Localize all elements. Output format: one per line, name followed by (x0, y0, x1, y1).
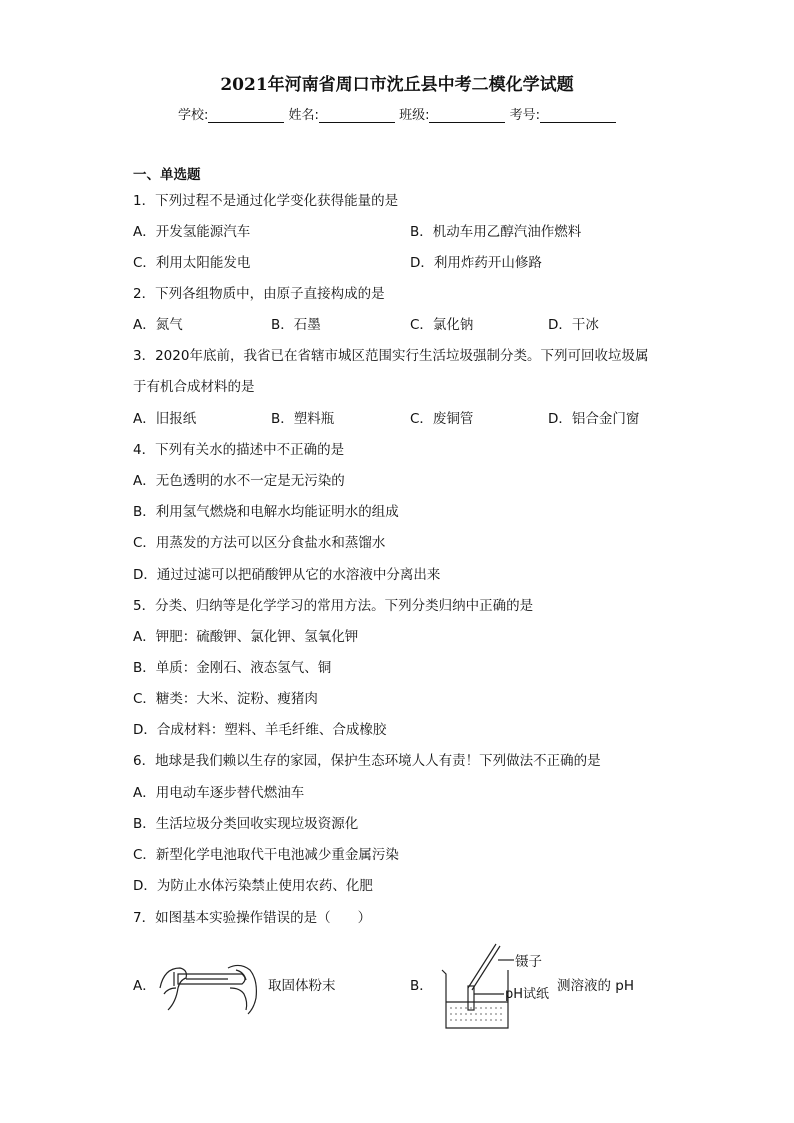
question-1-option-b[interactable]: B．机动车用乙醇汽油作燃料 (410, 224, 582, 240)
question-1-option-a[interactable]: A．开发氢能源汽车 (133, 224, 251, 240)
figure-a-caption: 取固体粉末 (268, 978, 336, 994)
question-6-option-a[interactable]: A．用电动车逐步替代燃油车 (133, 785, 305, 801)
question-3-option-b[interactable]: B．塑料瓶 (271, 411, 335, 427)
question-2-option-b[interactable]: B．石墨 (271, 317, 321, 333)
class-blank[interactable] (429, 108, 505, 123)
question-2-option-c[interactable]: C．氯化钠 (410, 317, 474, 333)
question-5-option-c[interactable]: C．糖类：大米、淀粉、瘦猪肉 (133, 691, 318, 707)
question-4-option-c[interactable]: C．用蒸发的方法可以区分食盐水和蒸馏水 (133, 535, 386, 551)
ph-paper-label: pH试纸 (505, 987, 550, 1002)
question-5-stem: 5．分类、归纳等是化学学习的常用方法。下列分类归纳中正确的是 (133, 598, 534, 614)
question-1-option-c[interactable]: C．利用太阳能发电 (133, 255, 251, 271)
question-4-option-d[interactable]: D．通过过滤可以把硝酸钾从它的水溶液中分离出来 (133, 567, 441, 583)
question-5-option-d[interactable]: D．合成材料：塑料、羊毛纤维、合成橡胶 (133, 722, 387, 738)
tweezers-label: 镊子 (515, 954, 542, 970)
question-6-option-d[interactable]: D．为防止水体污染禁止使用农药、化肥 (133, 878, 373, 894)
question-5-option-b[interactable]: B．单质：金刚石、液态氢气、铜 (133, 660, 332, 676)
name-label: 姓名: (288, 108, 319, 123)
question-3-stem-line-1: 3．2020年底前，我省已在省辖市城区范围实行生活垃圾强制分类。下列可回收垃圾属 (133, 348, 649, 364)
question-3-stem-line-2: 于有机合成材料的是 (133, 379, 255, 395)
name-blank[interactable] (319, 108, 395, 123)
question-7-stem: 7．如图基本实验操作错误的是（ ） (133, 910, 372, 926)
question-1-stem: 1．下列过程不是通过化学变化获得能量的是 (133, 193, 399, 209)
question-3-option-c[interactable]: C．废铜管 (410, 411, 474, 427)
question-4-option-b[interactable]: B．利用氢气燃烧和电解水均能证明水的组成 (133, 504, 399, 520)
question-3-option-a[interactable]: A．旧报纸 (133, 411, 197, 427)
school-label: 学校: (178, 108, 209, 123)
section-title: 一、单选题 (133, 167, 201, 183)
question-4-stem: 4．下列有关水的描述中不正确的是 (133, 442, 345, 458)
question-6-option-c[interactable]: C．新型化学电池取代干电池减少重金属污染 (133, 847, 399, 863)
question-7-option-b[interactable]: B． (410, 978, 433, 994)
school-blank[interactable] (208, 108, 284, 123)
question-1-option-d[interactable]: D．利用炸药开山修路 (410, 255, 542, 271)
question-5-option-a[interactable]: A．钾肥：硫酸钾、氯化钾、氢氧化钾 (133, 629, 359, 645)
class-label: 班级: (399, 108, 430, 123)
exam-number-label: 考号: (509, 108, 540, 123)
question-2-option-d[interactable]: D．干冰 (548, 317, 599, 333)
question-6-stem: 6．地球是我们赖以生存的家园，保护生态环境人人有责！下列做法不正确的是 (133, 753, 601, 769)
question-6-option-b[interactable]: B．生活垃圾分类回收实现垃圾资源化 (133, 816, 359, 832)
exam-number-blank[interactable] (540, 108, 616, 123)
question-3-option-d[interactable]: D．铝合金门窗 (548, 411, 640, 427)
question-7-option-a[interactable]: A． (133, 978, 156, 994)
figure-b-caption: 测溶液的 pH (557, 978, 635, 994)
student-info-row (0, 104, 794, 123)
question-4-option-a[interactable]: A．无色透明的水不一定是无污染的 (133, 473, 345, 489)
question-2-stem: 2．下列各组物质中，由原子直接构成的是 (133, 286, 385, 302)
exam-title: 2021年河南省周口市沈丘县中考二模化学试题 (220, 75, 574, 95)
question-2-option-a[interactable]: A．氮气 (133, 317, 183, 333)
test-tube-hands-figure (158, 958, 262, 1016)
